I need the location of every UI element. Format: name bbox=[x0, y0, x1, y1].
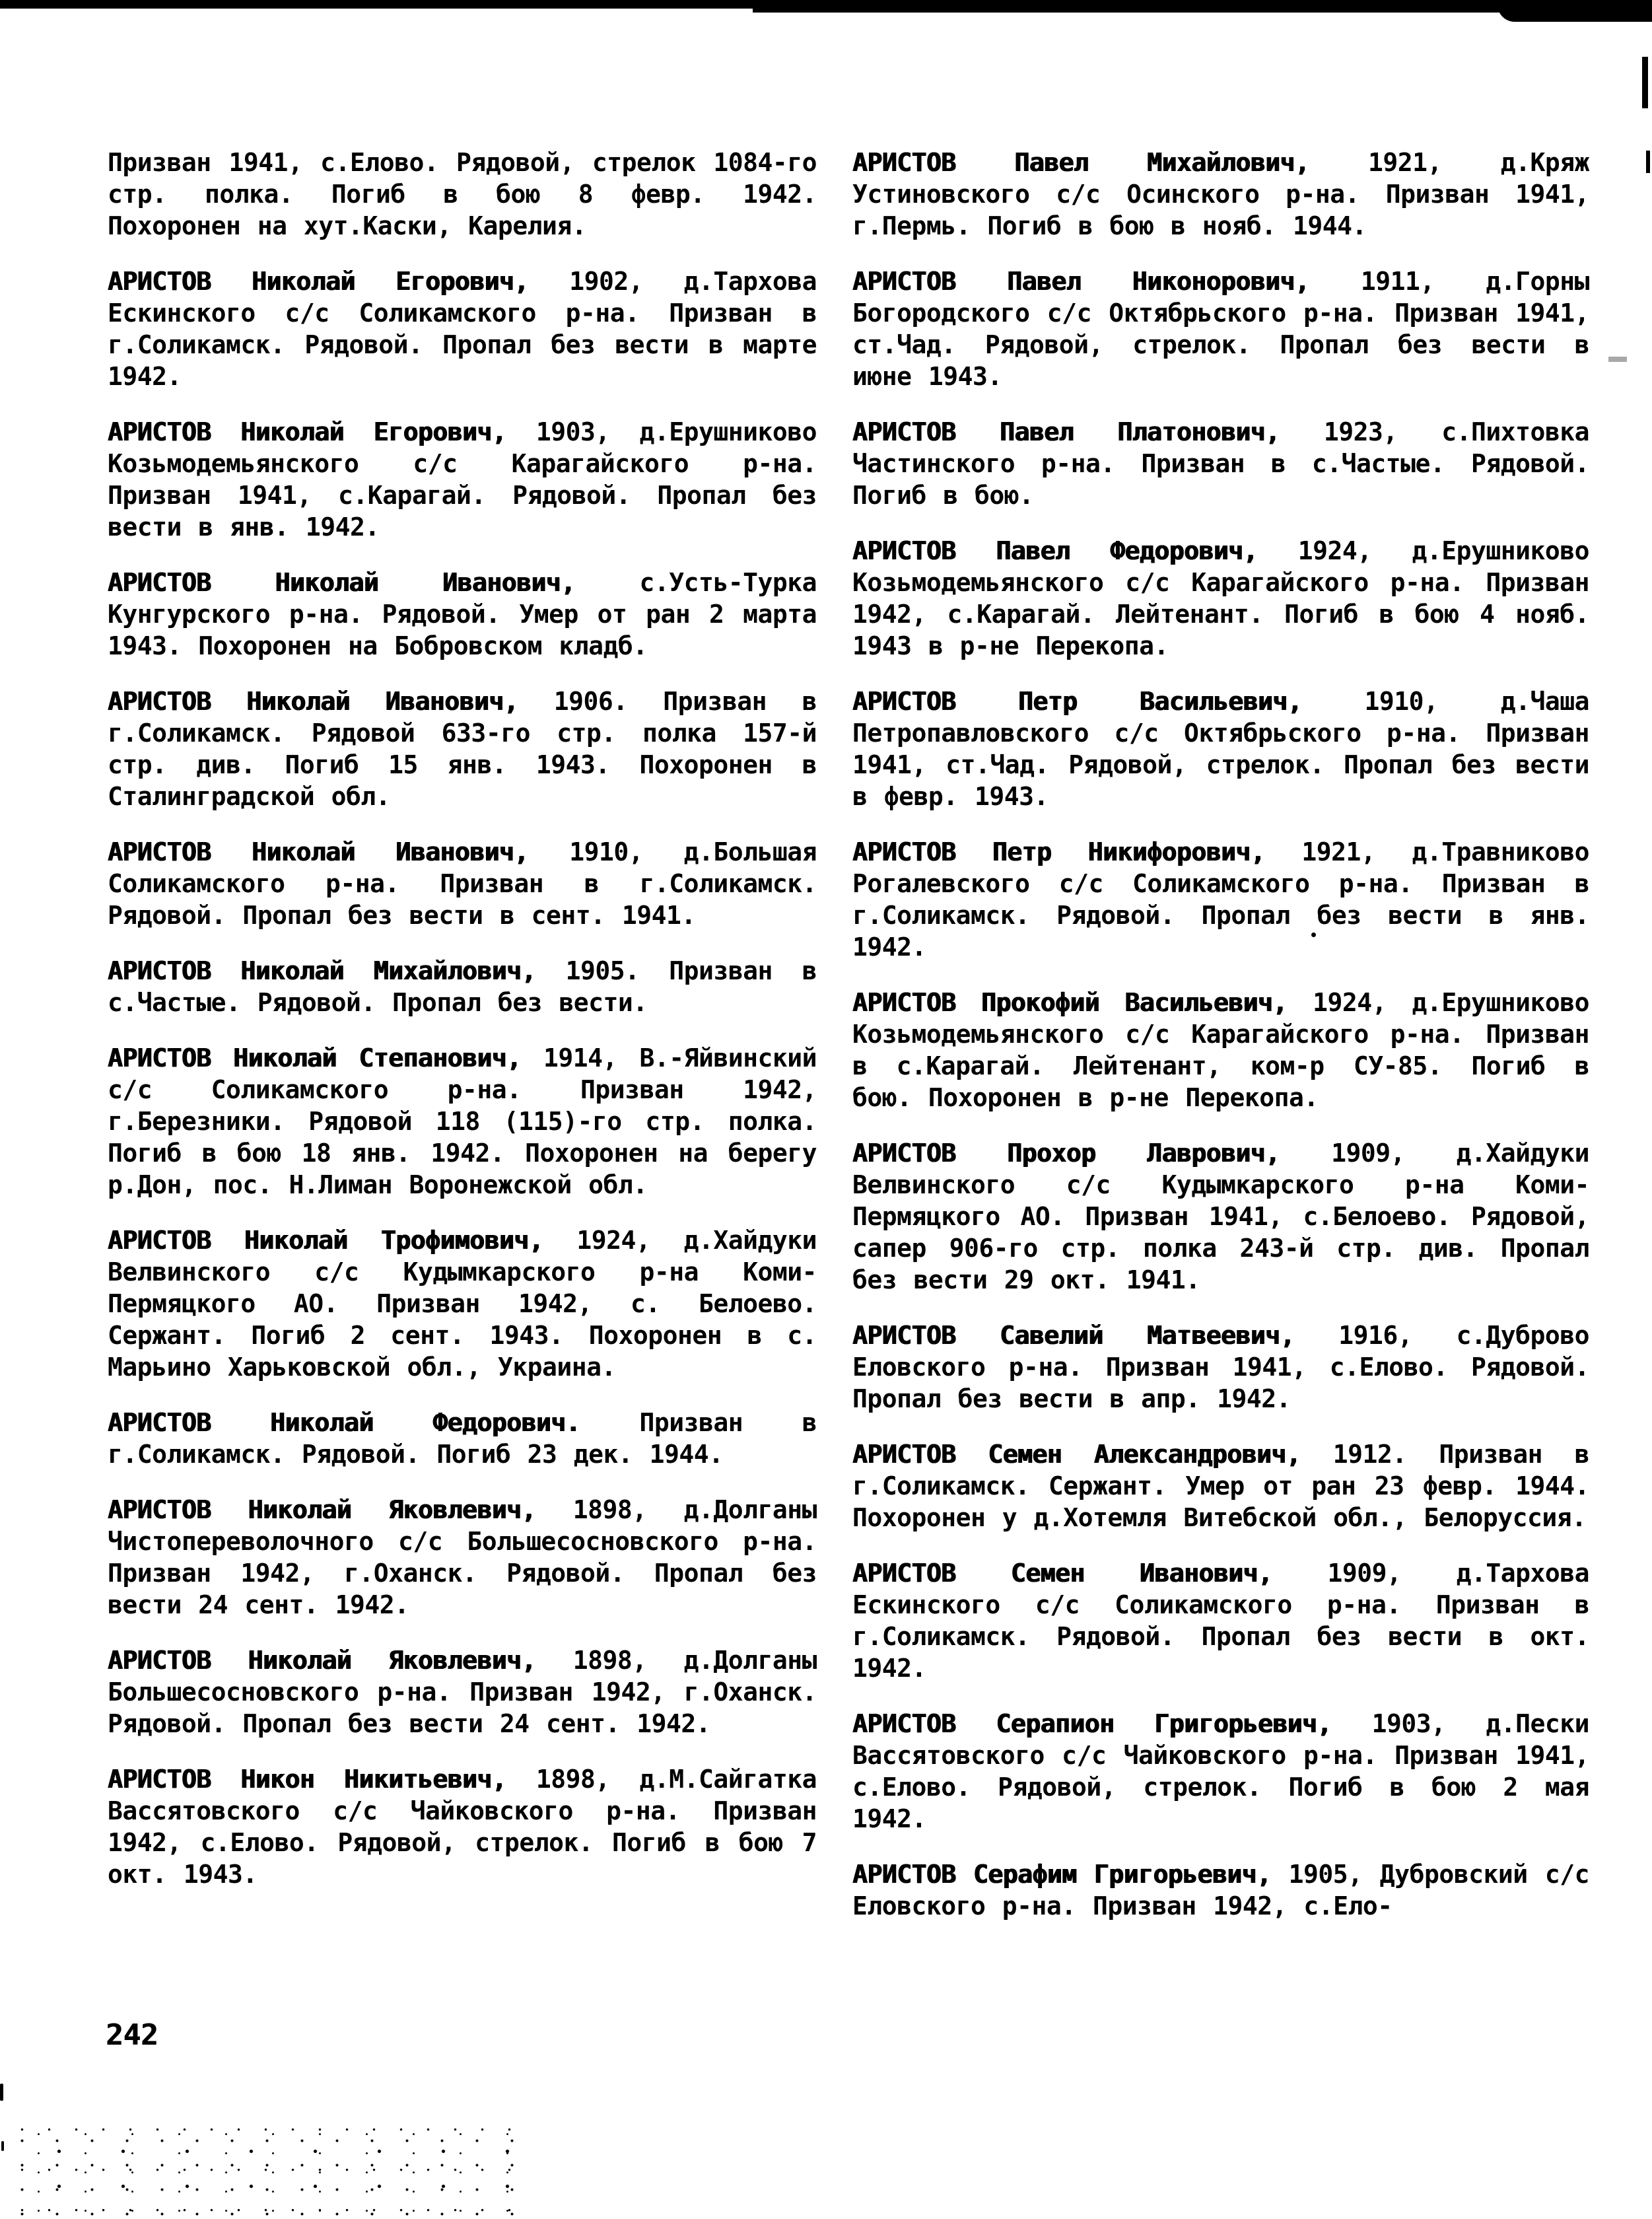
entry-text: 1924, д.Ерушниково Козьмодемьянского с/с Карагайского р-на. Призван в с.Карагай. Лейтенант, ком-р СУ-85. Погиб в бою. Похоронен в р-не Перекопа. bbox=[852, 988, 1589, 1112]
entry-name: АРИСТОВ Савелий Матвеевич, bbox=[852, 1321, 1295, 1350]
memorial-entry bbox=[108, 265, 817, 392]
entry-text: 1902, д.Тархова Ескинского с/с Соликамского р-на. Призван в г.Соликамск. Рядовой. Пропал без вести в марте 1942. bbox=[108, 267, 817, 391]
entry-text: 1912. Призван в г.Соликамск. Сержант. Умер от ран 23 февр. 1944. Похоронен у д.Хотемля Витебской обл., Белоруссия. bbox=[852, 1440, 1590, 1532]
memorial-entry bbox=[852, 1708, 1589, 1835]
memorial-entry bbox=[852, 1137, 1589, 1296]
entry-name: АРИСТОВ Николай Федорович. bbox=[108, 1408, 581, 1437]
entry-text: 1911, д.Горны Богородского с/с Октябрьского р-на. Призван 1941, ст.Чад. Рядовой, стрелок. Пропал без вести в июне 1943. bbox=[852, 267, 1589, 391]
memorial-entry bbox=[852, 1438, 1589, 1533]
entry-text: 1910, д.Чаша Петропавловского с/с Октябрьского р-на. Призван 1941, ст.Чад. Рядовой, стрелок. Пропал без вести в февр. 1943. bbox=[852, 687, 1589, 811]
entry-text: 1916, с.Дуброво Еловского р-на. Призван 1941, с.Елово. Рядовой. Пропал без вести в апр. 1942. bbox=[852, 1321, 1589, 1413]
memorial-entry bbox=[852, 987, 1589, 1113]
entry-text: 1905. Призван в с.Частые. Рядовой. Пропал без вести. bbox=[108, 956, 817, 1017]
entry-name: АРИСТОВ Николай Яковлевич, bbox=[108, 1646, 536, 1675]
entry-text: 1921, д.Травниково Рогалевского с/с Соликамского р-на. Призван в г.Соликамск. Рядовой. Пропал без вести в янв. 1942. bbox=[852, 837, 1590, 962]
memorial-entry bbox=[852, 836, 1589, 963]
memorial-entry bbox=[108, 1644, 817, 1740]
memorial-entry bbox=[108, 1407, 817, 1470]
memorial-entry bbox=[852, 1557, 1589, 1684]
entry-name: АРИСТОВ Николай Егорович, bbox=[108, 267, 529, 296]
entry-text: 1898, д.М.Сайгатка Вассятовского с/с Чайковского р-на. Призван 1942, с.Елово. Рядовой, стрелок. Погиб в бою 7 окт. 1943. bbox=[108, 1765, 817, 1889]
entry-name: АРИСТОВ Семен Александрович, bbox=[852, 1440, 1301, 1469]
scan-artifact-speck bbox=[0, 2084, 3, 2101]
entry-text: 1921, д.Кряж Устиновского с/с Осинского р-на. Призван 1941, г.Пермь. Погиб в бою в нояб. 1944. bbox=[852, 148, 1589, 240]
right-column bbox=[852, 147, 1589, 1946]
scan-artifact-noise-speckles bbox=[0, 2121, 528, 2219]
entry-text: 1898, д.Долганы Чистопереволочного с/с Большесосновского р-на. Призван 1942, г.Оханск. Рядовой. Пропал без вести 24 сент. 1942. bbox=[108, 1495, 817, 1619]
memorial-entry-continuation bbox=[108, 147, 817, 242]
entry-text: 1903, д.Ерушниково Козьмодемьянского с/с Карагайского р-на. Призван 1941, с.Карагай. Рядовой. Пропал без вести в янв. 1942. bbox=[108, 417, 817, 542]
memorial-entry bbox=[852, 1858, 1589, 1922]
entry-text: 1898, д.Долганы Большесосновского р-на. Призван 1942, г.Оханск. Рядовой. Пропал без вести 24 сент. 1942. bbox=[108, 1646, 817, 1738]
entry-name: АРИСТОВ Семен Иванович, bbox=[852, 1559, 1273, 1588]
entry-name: АРИСТОВ Николай Иванович, bbox=[108, 837, 529, 866]
entry-name: АРИСТОВ Николай Иванович, bbox=[108, 568, 576, 597]
entry-name: АРИСТОВ Серафим Григорьевич, bbox=[852, 1860, 1272, 1889]
memorial-entry bbox=[852, 265, 1589, 392]
entry-name: АРИСТОВ Николай Степанович, bbox=[108, 1043, 522, 1073]
entry-text: 1914, В.-Яйвинский с/с Соликамского р-на. Призван 1942, г.Березники. Рядовой 118 (115)-го стр. полка. Погиб в бою 18 янв. 1942. Похоронен на берегу р.Дон, пос. Н.Лиман Воронежской обл. bbox=[108, 1043, 817, 1199]
entry-text: 1923, с.Пихтовка Частинского р-на. Призван в с.Частые. Рядовой. Погиб в бою. bbox=[852, 417, 1589, 510]
entry-name: АРИСТОВ Никон Никитьевич, bbox=[108, 1765, 507, 1794]
entry-name: АРИСТОВ Павел Федорович, bbox=[852, 536, 1258, 565]
memorial-entry bbox=[108, 1494, 817, 1621]
scan-artifact-top-band bbox=[1497, 0, 1652, 22]
memorial-entry bbox=[852, 535, 1589, 662]
entry-text: 1924, д.Ерушниково Козьмодемьянского с/с Карагайского р-на. Призван 1942, с.Карагай. Лейтенант. Погиб в бою 4 нояб. 1943 в р-не Перекопа. bbox=[852, 536, 1589, 660]
entry-text: 1924, д.Хайдуки Велвинского с/с Кудымкарского р-на Коми-Пермяцкого АО. Призван 1942, с. Белоево. Сержант. Погиб 2 сент. 1943. Похоронен в с. Марьино Харьковской обл., Украина. bbox=[108, 1226, 817, 1382]
memorial-entry bbox=[108, 1224, 817, 1383]
entry-name: АРИСТОВ Прокофий Васильевич, bbox=[852, 988, 1288, 1017]
scan-artifact-edge-line bbox=[1642, 57, 1648, 108]
entry-text: с.Усть-Турка Кунгурского р-на. Рядовой. Умер от ран 2 марта 1943. Похоронен на Бобровском кладб. bbox=[108, 568, 817, 660]
entry-name: АРИСТОВ Петр Никифорович, bbox=[852, 837, 1266, 866]
entry-text: 1909, д.Тархова Ескинского с/с Соликамского р-на. Призван в г.Соликамск. Рядовой. Пропал без вести в окт. 1942. bbox=[852, 1559, 1589, 1683]
entry-name: АРИСТОВ Павел Михайлович, bbox=[852, 148, 1310, 177]
entry-name: АРИСТОВ Николай Егорович, bbox=[108, 417, 507, 446]
memorial-entry bbox=[852, 686, 1589, 812]
entry-name: АРИСТОВ Николай Михайлович, bbox=[108, 956, 536, 985]
memorial-entry bbox=[108, 1042, 817, 1201]
left-column bbox=[108, 147, 817, 1914]
entry-name: АРИСТОВ Прохор Лаврович, bbox=[852, 1139, 1280, 1168]
entry-text: 1903, д.Пески Вассятовского с/с Чайковского р-на. Призван 1941, с.Елово. Рядовой, стрелок. Погиб в бою 2 мая 1942. bbox=[852, 1709, 1589, 1833]
page-number: 242 bbox=[106, 2018, 158, 2052]
memorial-entry bbox=[108, 955, 817, 1018]
entry-text: 1905, Дубровский с/с Еловского р-на. Призван 1942, с.Ело- bbox=[852, 1860, 1589, 1920]
entry-name: АРИСТОВ Николай Трофимович, bbox=[108, 1226, 544, 1255]
entry-name: АРИСТОВ Серапион Григорьевич, bbox=[852, 1709, 1332, 1738]
entry-text: 1909, д.Хайдуки Велвинского с/с Кудымкарского р-на Коми-Пермяцкого АО. Призван 1941, с.Белоево. Рядовой, сапер 906-го стр. полка 243-й стр. див. Пропал без вести 29 окт. 1941. bbox=[852, 1139, 1589, 1294]
entry-name: АРИСТОВ Павел Никонорович, bbox=[852, 267, 1310, 296]
entry-name: АРИСТОВ Николай Яковлевич, bbox=[108, 1495, 536, 1524]
entry-name: АРИСТОВ Николай Иванович, bbox=[108, 687, 519, 716]
entry-text: Призван в г.Соликамск. Рядовой. Погиб 23 дек. 1944. bbox=[108, 1408, 817, 1469]
entry-text: Призван 1941, с.Елово. Рядовой, стрелок 1084-го стр. полка. Погиб в бою 8 февр. 1942. Похоронен на хут.Каски, Карелия. bbox=[108, 148, 817, 240]
memorial-entry bbox=[852, 1320, 1589, 1415]
scan-artifact-smudge bbox=[1608, 357, 1627, 362]
entry-text: 1906. Призван в г.Соликамск. Рядовой 633-го стр. полка 157-й стр. див. Погиб 15 янв. 1943. Похоронен в Сталинградской обл. bbox=[108, 687, 817, 811]
memorial-entry bbox=[108, 416, 817, 543]
memorial-entry bbox=[108, 1763, 817, 1890]
memorial-entry bbox=[852, 416, 1589, 511]
memorial-entry bbox=[108, 836, 817, 931]
memorial-entry bbox=[852, 147, 1589, 242]
entry-name: АРИСТОВ Павел Платонович, bbox=[852, 417, 1280, 446]
memorial-entry bbox=[108, 567, 817, 662]
entry-name: АРИСТОВ Петр Васильевич, bbox=[852, 687, 1303, 716]
memorial-entry bbox=[108, 686, 817, 812]
scan-artifact-edge-line bbox=[1646, 151, 1650, 173]
entry-text: 1910, д.Большая Соликамского р-на. Призван в г.Соликамск. Рядовой. Пропал без вести в сент. 1941. bbox=[108, 837, 817, 930]
